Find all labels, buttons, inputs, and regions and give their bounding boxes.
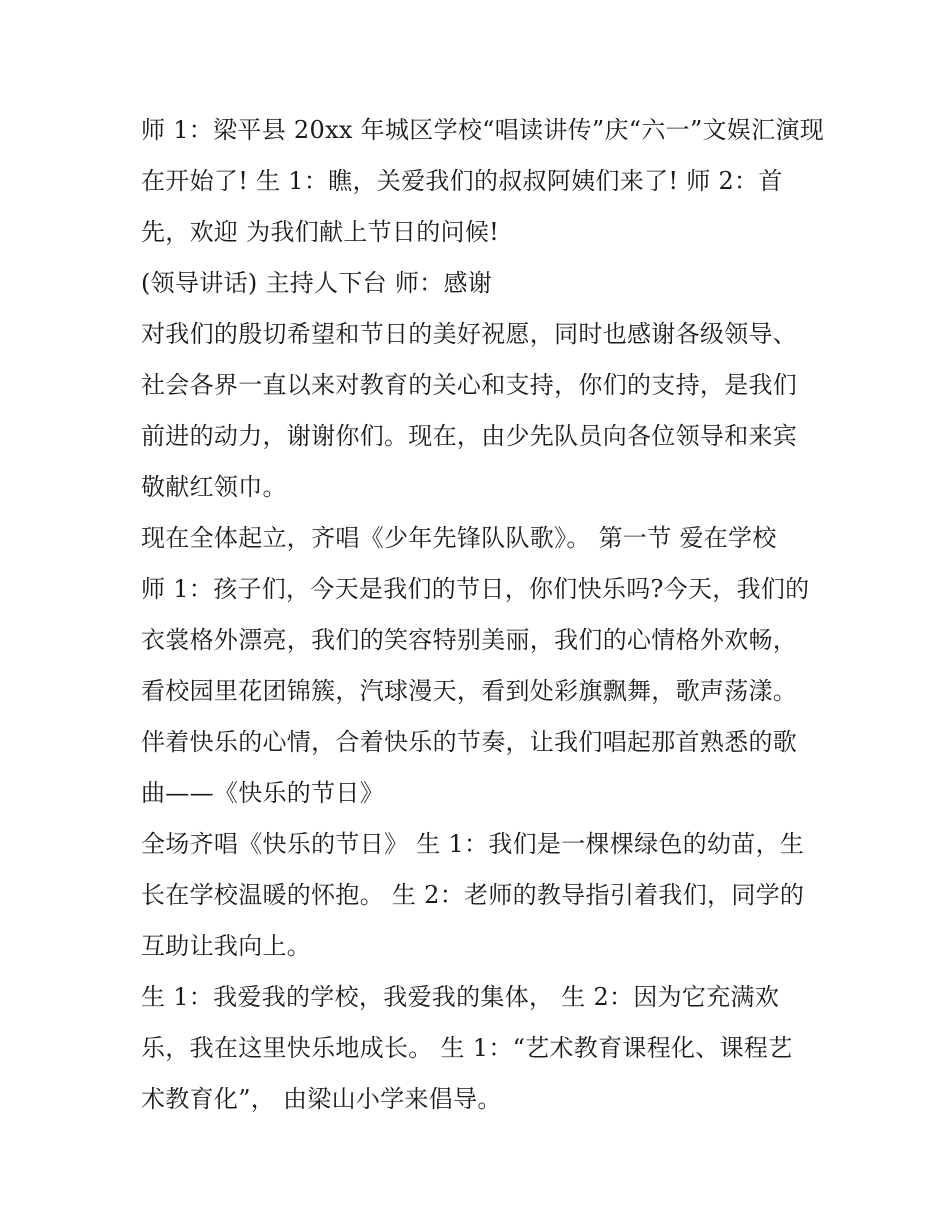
text-line-11: 衣裳格外漂亮，我们的笑容特别美丽，我们的心情格外欢畅， — [141, 626, 798, 654]
text-line-17: 互助让我向上。 — [141, 932, 312, 960]
text-line-8: 敬献红领巾。 — [141, 473, 287, 501]
text-line-5: 对我们的殷切希望和节日的美好祝愿，同时也感谢各级领导、 — [141, 320, 798, 348]
text-line-9: 现在全体起立，齐唱《少年先锋队队歌》。 第一节 爱在学校 — [141, 524, 777, 552]
text-line-20: 术教育化”， 由梁山小学来倡导。 — [141, 1085, 502, 1113]
text-line-14: 曲——《快乐的节日》 — [141, 779, 384, 807]
text-line-13: 伴着快乐的心情，合着快乐的节奏，让我们唱起那首熟悉的歌 — [141, 728, 798, 756]
text-line-3: 先，欢迎 为我们献上节日的问候! — [141, 218, 500, 246]
text-line-18: 生 1：我爱我的学校，我爱我的集体， 生 2：因为它充满欢 — [141, 983, 780, 1011]
text-line-15: 全场齐唱《快乐的节日》 生 1：我们是一棵棵绿色的幼苗，生 — [141, 830, 805, 858]
text-line-12: 看校园里花团锦簇，汽球漫天，看到处彩旗飘舞，歌声荡漾。 — [141, 677, 798, 705]
text-line-6: 社会各界一直以来对教育的关心和支持，你们的支持，是我们 — [141, 371, 798, 399]
text-line-7: 前进的动力，谢谢你们。现在，由少先队员向各位领导和来宾 — [141, 422, 798, 450]
text-line-10: 师 1：孩子们，今天是我们的节日，你们快乐吗?今天，我们的 — [141, 575, 810, 603]
text-line-16: 长在学校温暖的怀抱。 生 2：老师的教导指引着我们，同学的 — [141, 881, 805, 909]
text-line-4: (领导讲话) 主持人下台 师：感谢 — [141, 269, 493, 297]
text-line-19: 乐，我在这里快乐地成长。 生 1：“艺术教育课程化、课程艺 — [141, 1034, 793, 1062]
text-line-1: 师 1：梁平县 20xx 年城区学校“唱读讲传”庆“六一”文娱汇演现 — [141, 116, 825, 144]
text-line-2: 在开始了! 生 1：瞧，关爱我们的叔叔阿姨们来了! 师 2：首 — [141, 167, 783, 195]
